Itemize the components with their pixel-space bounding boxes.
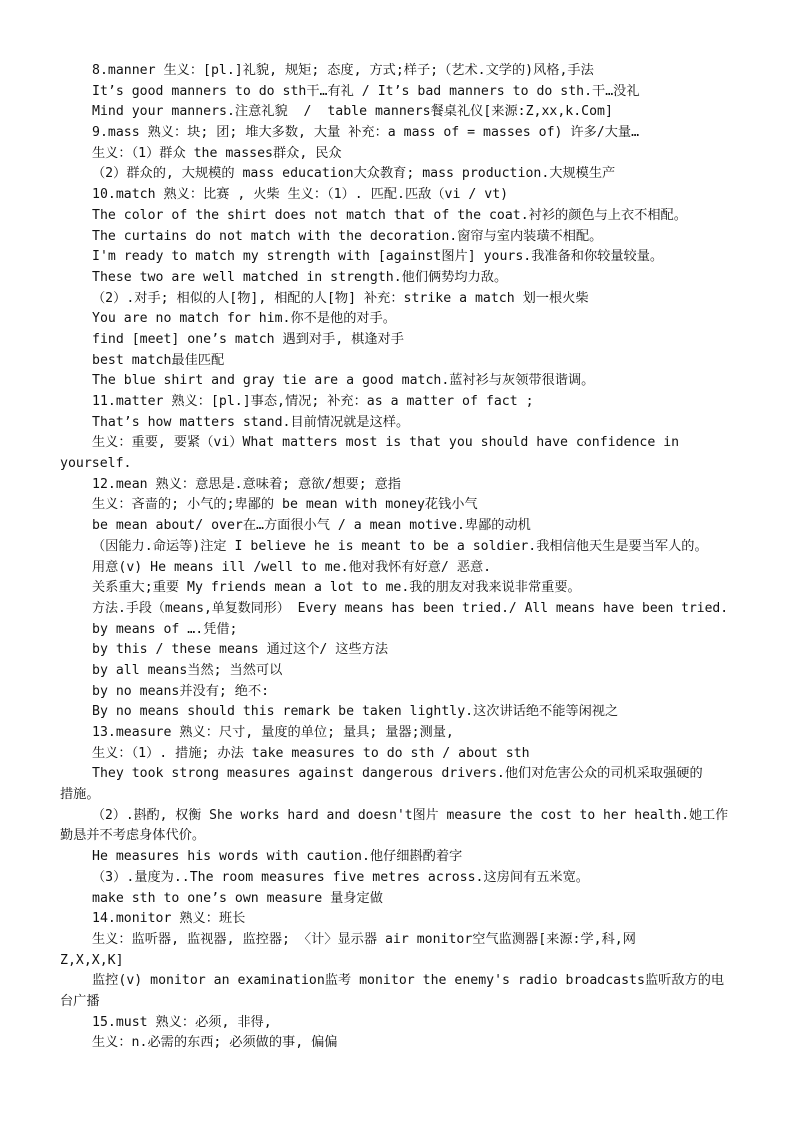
text-line: 方法.手段（means,单复数同形） Every means has been tried./ All means have been tried. <box>92 600 729 616</box>
text-line: （因能力.命运等)注定 I believe he is meant to be a soldier.我相信他天生是要当军人的。 <box>92 538 708 554</box>
text-line: 9.mass 熟义：块; 团; 堆大多数, 大量 补充：a mass of = masses of) 许多/大量… <box>92 125 640 141</box>
text-line: The color of the shirt does not match that of the coat.衬衫的颜色与上衣不相配。 <box>92 207 687 223</box>
text-line: 11.matter 熟义：[pl.]事态,情况; 补充：as a matter of fact ; <box>92 394 534 409</box>
text-line: 台广播 <box>60 993 100 1009</box>
text-line: 生义：重要, 要紧（vi）What matters most is that you should have confidence in <box>92 435 680 451</box>
text-line: These two are well matched in strength.他们俩势均力敌。 <box>92 269 508 285</box>
text-line: 用意(v) He means ill /well to me.他对我怀有好意/ 恶意. <box>92 559 492 575</box>
text-line: 生义：n.必需的东西; 必须做的事, 偏偏 <box>92 1035 338 1051</box>
text-line: 生义：（1）群众 the masses群众, 民众 <box>92 145 342 161</box>
text-line: by no means并没有; 绝不: <box>92 683 270 699</box>
text-line: That’s how matters stand.目前情况就是这样。 <box>92 414 410 430</box>
text-line: （2）群众的, 大规模的 mass education大众教育; mass production.大规模生产 <box>92 166 616 182</box>
text-line: be mean about/ over在…方面很小气 / a mean motive.卑鄙的动机 <box>92 518 531 534</box>
text-line: Mind your manners.注意礼貌 / table manners餐桌礼仪[来源:Z,xx,k.Com] <box>92 104 613 120</box>
text-line: （2）.对手; 相似的人[物], 相配的人[物] 补充：strike a match 划一根火柴 <box>92 290 589 306</box>
text-line: Z,X,X,K] <box>60 952 124 968</box>
text-line: 10.match 熟义：比赛 , 火柴 生义：（1）. 匹配.匹敌（vi / vt) <box>92 187 509 203</box>
text-line: 生义：吝啬的; 小气的;卑鄙的 be mean with money花钱小气 <box>92 497 478 513</box>
text-line: by means of ….凭借; <box>92 621 238 637</box>
text-line: 8.manner 生义：[pl.]礼貌, 规矩; 态度, 方式;样子;（艺术.文学的)风格,手法 <box>92 63 594 78</box>
text-line: They took strong measures against dangerous drivers.他们对危害公众的司机采取强硬的 <box>92 766 703 782</box>
text-line: 措施。 <box>60 787 100 803</box>
text-line: （3）.量度为..The room measures five metres across.这房间有五米宽。 <box>92 869 589 885</box>
text-line: yourself. <box>60 456 132 472</box>
text-line: 关系重大;重要 My friends mean a lot to me.我的朋友对我来说非常重要。 <box>92 580 581 596</box>
text-line: You are no match for him.你不是他的对手。 <box>92 311 396 327</box>
text-line: best match最佳匹配 <box>92 352 225 368</box>
text-line: （2）.斟酌, 权衡 She works hard and doesn't图片 measure the cost to her health.她工作 <box>92 807 729 823</box>
text-line: 15.must 熟义：必须, 非得, <box>92 1014 272 1030</box>
text-line: 12.mean 熟义：意思是.意味着; 意欲/想要; 意指 <box>92 476 401 492</box>
text-line: by this / these means 通过这个/ 这些方法 <box>92 642 389 658</box>
text-line: 生义：（1）. 措施; 办法 take measures to do sth / about sth <box>92 745 530 761</box>
text-line: It’s good manners to do sth干…有礼 / It’s bad manners to do sth.干…没礼 <box>92 83 640 99</box>
text-line: by all means当然; 当然可以 <box>92 662 283 678</box>
text-line: 13.measure 熟义：尺寸, 量度的单位; 量具; 量器;测量, <box>92 725 454 740</box>
text-line: He measures his words with caution.他仔细斟酌着字 <box>92 849 463 865</box>
text-line: 勤恳并不考虑身体代价。 <box>60 828 206 844</box>
text-line: make sth to one’s own measure 量身定做 <box>92 890 383 906</box>
text-line: The curtains do not match with the decoration.窗帘与室内装璜不相配。 <box>92 228 603 244</box>
text-line: find [meet] one’s match 遇到对手, 棋逢对手 <box>92 331 404 347</box>
text-line: 生义：监听器, 监视器, 监控器; 〈计〉显示器 air monitor空气监测器[来源:学,科,网 <box>92 931 636 947</box>
text-line: 14.monitor 熟义：班长 <box>92 911 246 927</box>
text-line: I'm ready to match my strength with [against图片] yours.我准备和你较量较量。 <box>92 249 664 265</box>
text-line: 监控(v) monitor an examination监考 monitor the enemy's radio broadcasts监听敌方的电 <box>92 973 725 989</box>
text-line: By no means should this remark be taken lightly.这次讲话绝不能等闲视之 <box>92 704 619 720</box>
document-body <box>60 61 736 1054</box>
text-line: The blue shirt and gray tie are a good match.蓝衬衫与灰领带很谐调。 <box>92 373 595 389</box>
